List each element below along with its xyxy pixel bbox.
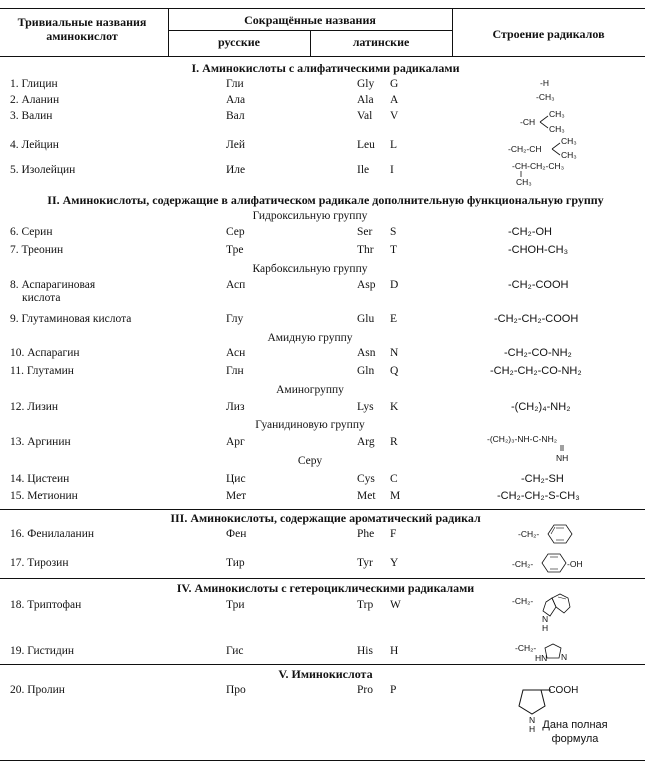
row-4-lat: Leu bbox=[357, 139, 375, 151]
section-4-title: IV. Аминокислоты с гетероциклическими радикалами bbox=[176, 581, 475, 595]
row-12-formula: -(CH₂)₄-NH₂ bbox=[511, 401, 571, 413]
row-7-code: T bbox=[390, 244, 398, 256]
his-ch2: -CH₂- bbox=[515, 643, 537, 653]
row-2-lat: Ala bbox=[357, 94, 374, 106]
row-6-ru: Сер bbox=[226, 226, 245, 238]
leu-ch3-a: CH₃ bbox=[561, 136, 577, 146]
row-8-lat: Asp bbox=[357, 279, 376, 291]
pro-cooh: -COOH bbox=[545, 685, 579, 696]
row-4-name: 4. Лейцин bbox=[10, 139, 59, 151]
row-20-name: 20. Пролин bbox=[10, 684, 65, 696]
row-1-lat: Gly bbox=[357, 78, 375, 90]
table-top-rule bbox=[0, 8, 645, 9]
subgroup-hydroxyl: Гидроксильную группу bbox=[252, 210, 368, 222]
row-5-ru: Иле bbox=[226, 164, 246, 176]
row-2-name: 2. Аланин bbox=[10, 94, 60, 106]
row-17-name: 17. Тирозин bbox=[10, 557, 69, 569]
row-10-ru: Асн bbox=[226, 347, 246, 359]
row-6-code: S bbox=[390, 226, 397, 238]
arginine-structure bbox=[487, 431, 602, 467]
row-3-name: 3. Валин bbox=[10, 110, 53, 122]
trp-ch2: -CH₂- bbox=[512, 596, 534, 606]
row-13-name: 13. Аргинин bbox=[10, 436, 71, 448]
row-20-code: P bbox=[390, 684, 397, 696]
row-9-name: 9. Глутаминовая кислота bbox=[10, 313, 132, 325]
row-5-name: 5. Изолейцин bbox=[10, 164, 76, 176]
section-3-rule bbox=[0, 509, 645, 510]
row-8-ru: Асп bbox=[226, 279, 246, 291]
ala-ch3: -CH₃ bbox=[536, 92, 555, 102]
row-7-lat: Thr bbox=[357, 244, 374, 256]
row-10-lat: Asn bbox=[357, 347, 376, 359]
histidine-structure bbox=[515, 640, 585, 666]
tyr-oh: -OH bbox=[567, 559, 583, 569]
arg-chain: -(CH₂)₃-NH-C-NH₂ bbox=[487, 434, 558, 444]
section-3-title: III. Аминокислоты, содержащие ароматический радикал bbox=[170, 511, 481, 525]
section-2-title: II. Аминокислоты, содержащие в алифатическом радикале дополнительную функциональную группу bbox=[47, 193, 604, 207]
row-7-formula: -CHOH-CH₃ bbox=[508, 244, 569, 256]
row-2-ru: Ала bbox=[226, 94, 246, 106]
row-19-lat: His bbox=[357, 645, 373, 657]
row-4-code: L bbox=[390, 139, 398, 151]
subgroup-amide: Амидную группу bbox=[267, 332, 353, 344]
val-ch: -CH bbox=[520, 117, 536, 127]
row-18-name: 18. Триптофан bbox=[10, 599, 82, 611]
row-12-lat: Lys bbox=[357, 401, 374, 413]
row-12-ru: Лиз bbox=[226, 401, 245, 413]
header-trivial-names: Тривиальные названия аминокислот bbox=[17, 15, 147, 43]
glycine-ala-structure bbox=[530, 78, 570, 108]
row-9-formula: -CH₂-CH₂-COOH bbox=[494, 313, 579, 325]
row-3-lat: Val bbox=[357, 110, 373, 122]
row-12-code: K bbox=[390, 401, 399, 413]
subgroup-carboxyl: Карбоксильную группу bbox=[252, 263, 368, 275]
subgroup-sulfur: Серу bbox=[297, 455, 323, 467]
row-18-code: W bbox=[390, 599, 401, 611]
row-15-ru: Мет bbox=[226, 490, 247, 502]
ile-ch3: CH₃ bbox=[516, 177, 532, 187]
row-14-ru: Цис bbox=[226, 473, 246, 485]
row-11-lat: Gln bbox=[357, 365, 375, 377]
header-abbreviations: Сокращённые названия bbox=[244, 13, 376, 27]
subgroup-guanidine: Гуанидиновую группу bbox=[255, 419, 365, 431]
row-17-code: Y bbox=[390, 557, 399, 569]
row-9-lat: Glu bbox=[357, 313, 375, 325]
header-bottom-rule bbox=[0, 56, 645, 57]
row-3-code: V bbox=[390, 110, 399, 122]
row-10-formula: -CH₂-CO-NH₂ bbox=[504, 347, 572, 359]
pro-h: H bbox=[529, 724, 536, 734]
leucine-structure bbox=[508, 137, 583, 161]
gly-h: -H bbox=[540, 78, 549, 88]
tyrosine-structure bbox=[512, 551, 602, 577]
val-ch3-a: CH₃ bbox=[549, 109, 565, 119]
row-16-name: 16. Фенилаланин bbox=[10, 528, 94, 540]
phe-ch2: -CH₂- bbox=[518, 529, 540, 539]
leu-ch3-b: CH₃ bbox=[561, 150, 577, 160]
row-11-code: Q bbox=[390, 365, 399, 377]
row-16-lat: Phe bbox=[357, 528, 375, 540]
row-14-name: 14. Цистеин bbox=[10, 473, 70, 485]
row-9-ru: Глу bbox=[226, 313, 244, 325]
ile-chain: -CH-CH₂-CH₃ bbox=[512, 161, 565, 171]
row-19-code: H bbox=[390, 645, 399, 657]
section-4-rule bbox=[0, 578, 645, 579]
row-2-code: A bbox=[390, 94, 399, 106]
row-7-ru: Тре bbox=[226, 244, 244, 256]
header-russian: русские bbox=[218, 35, 260, 49]
row-11-name: 11. Глутамин bbox=[10, 365, 74, 377]
row-18-lat: Trp bbox=[357, 599, 374, 611]
his-hn: HN bbox=[535, 653, 548, 663]
row-16-code: F bbox=[390, 528, 397, 540]
row-19-name: 19. Гистидин bbox=[10, 645, 75, 657]
tyr-ch2: -CH₂- bbox=[512, 559, 534, 569]
row-6-lat: Ser bbox=[357, 226, 373, 238]
row-14-formula: -CH₂-SH bbox=[521, 473, 564, 485]
section-1-title: I. Аминокислоты с алифатическими радикалами bbox=[191, 61, 460, 75]
valine-structure bbox=[520, 108, 580, 136]
row-1-name: 1. Глицин bbox=[10, 78, 58, 90]
row-9-code: E bbox=[390, 313, 398, 325]
row-18-ru: Три bbox=[226, 599, 245, 611]
pro-n: N bbox=[529, 715, 536, 725]
row-17-lat: Tyr bbox=[357, 557, 373, 569]
header-radical-structure: Строение радикалов bbox=[492, 27, 605, 41]
phenylalanine-structure bbox=[518, 522, 578, 548]
row-15-name: 15. Метионин bbox=[10, 490, 78, 502]
isoleucine-structure bbox=[512, 160, 582, 188]
row-13-code: R bbox=[390, 436, 398, 448]
row-1-code: G bbox=[390, 78, 399, 90]
row-8-code: D bbox=[390, 279, 399, 291]
row-15-lat: Met bbox=[357, 490, 376, 502]
trp-n: N bbox=[542, 614, 549, 624]
row-15-code: M bbox=[390, 490, 401, 502]
proline-note: Дана полная формула bbox=[542, 719, 608, 745]
tryptophan-structure bbox=[512, 592, 602, 632]
row-4-ru: Лей bbox=[226, 139, 245, 151]
row-10-code: N bbox=[390, 347, 399, 359]
row-5-lat: Ile bbox=[357, 164, 370, 176]
row-20-ru: Про bbox=[226, 684, 246, 696]
his-n: N bbox=[561, 652, 568, 662]
row-5-code: I bbox=[390, 164, 394, 176]
row-11-ru: Глн bbox=[226, 365, 244, 377]
leu-chain: -CH₂-CH bbox=[508, 144, 542, 154]
row-15-formula: -CH₂-CH₂-S-CH₃ bbox=[497, 490, 580, 502]
row-8-formula: -CH₂-COOH bbox=[508, 279, 569, 291]
row-6-name: 6. Серин bbox=[10, 226, 53, 238]
val-ch3-b: CH₃ bbox=[549, 124, 565, 134]
row-8-name-cont: кислота bbox=[22, 292, 61, 304]
row-10-name: 10. Аспарагин bbox=[10, 347, 80, 359]
row-3-ru: Вал bbox=[226, 110, 245, 122]
subgroup-amino: Аминогруппу bbox=[276, 384, 344, 396]
row-11-formula: -CH₂-CH₂-CO-NH₂ bbox=[490, 365, 582, 377]
section-5-title: V. Иминокислота bbox=[278, 667, 373, 681]
arg-nh: NH bbox=[556, 453, 569, 463]
row-12-name: 12. Лизин bbox=[10, 401, 59, 413]
row-6-formula: -CH₂-OH bbox=[508, 226, 552, 238]
row-13-lat: Arg bbox=[357, 436, 375, 448]
row-19-ru: Гис bbox=[226, 645, 244, 657]
row-14-code: C bbox=[390, 473, 398, 485]
row-13-ru: Арг bbox=[226, 436, 245, 448]
header-latin: латинские bbox=[352, 35, 410, 49]
row-17-ru: Тир bbox=[226, 557, 245, 569]
row-8-name: 8. Аспарагиновая bbox=[10, 279, 96, 291]
row-14-lat: Cys bbox=[357, 473, 375, 485]
row-20-lat: Pro bbox=[357, 684, 373, 696]
trp-h: H bbox=[542, 623, 549, 633]
table-bottom-rule bbox=[0, 760, 645, 761]
row-7-name: 7. Треонин bbox=[10, 244, 64, 256]
row-1-ru: Гли bbox=[226, 78, 244, 90]
row-16-ru: Фен bbox=[226, 528, 247, 540]
